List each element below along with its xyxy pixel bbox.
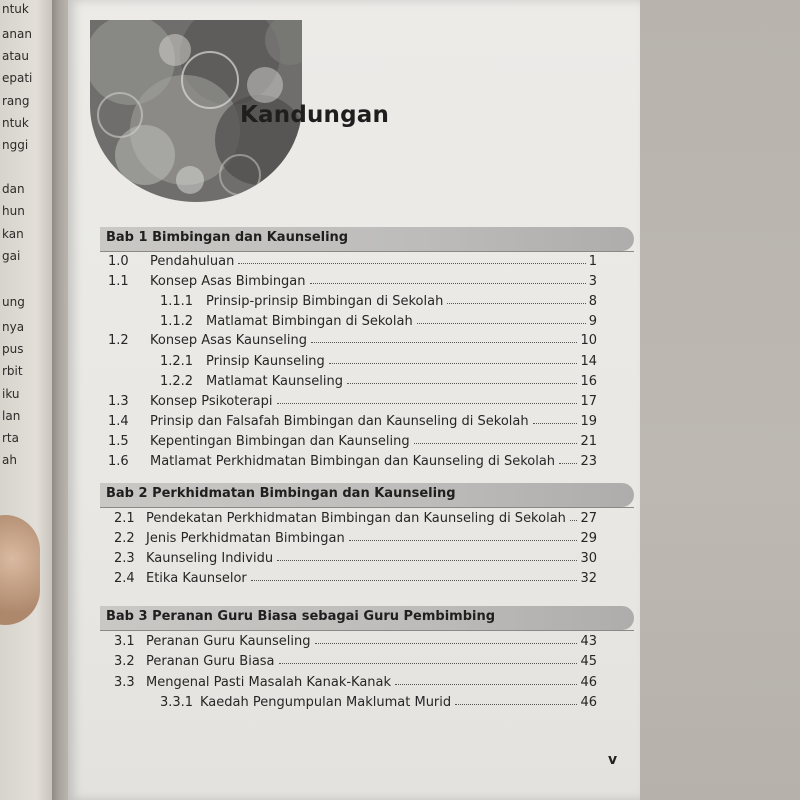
toc-entry-page: 45 <box>580 654 597 669</box>
toc-entry-title: Kaedah Pengumpulan Maklumat Murid <box>200 695 452 710</box>
toc-entry-number: 1.1 <box>108 274 129 289</box>
chapter-rule <box>100 251 634 252</box>
toc-entry[interactable] <box>68 394 640 412</box>
toc-entry-number: 1.1.2 <box>160 314 194 329</box>
toc-entry-number: 1.5 <box>108 434 129 449</box>
toc-leader-dots <box>238 263 586 264</box>
toc-entry-page: 10 <box>580 333 597 348</box>
toc-leader-dots <box>347 383 577 384</box>
toc-entry-title: Konsep Asas Kaunseling <box>150 333 307 348</box>
toc-entry-title: Etika Kaunselor <box>146 571 247 586</box>
chapter-rule <box>100 630 634 631</box>
toc-entry-number: 2.1 <box>114 511 135 526</box>
left-page-text-fragment: rang <box>2 94 30 108</box>
toc-entry-page: 9 <box>588 314 597 329</box>
toc-entry[interactable] <box>68 511 640 529</box>
toc-entry-title: Konsep Asas Bimbingan <box>150 274 306 289</box>
toc-leader-dots <box>315 643 577 644</box>
chapter-title: Bab 3 Peranan Guru Biasa sebagai Guru Pembimbing <box>106 609 496 624</box>
left-page <box>0 0 52 800</box>
toc-entry[interactable] <box>68 454 640 472</box>
toc-entry-number: 3.2 <box>114 654 135 669</box>
left-page-text-fragment: dan <box>2 182 25 196</box>
chapter-heading-bar <box>100 606 634 630</box>
toc-entry-number: 1.1.1 <box>160 294 194 309</box>
toc-entry-page: 30 <box>580 551 597 566</box>
toc-entry-title: Peranan Guru Biasa <box>146 654 275 669</box>
toc-entry-page: 32 <box>580 571 597 586</box>
toc-entry-number: 3.1 <box>114 634 135 649</box>
toc-leader-dots <box>251 580 577 581</box>
chapter-title: Bab 1 Bimbingan dan Kaunseling <box>106 230 349 245</box>
toc-entry[interactable] <box>68 374 640 392</box>
toc-leader-dots <box>414 443 577 444</box>
background-surface <box>640 0 800 800</box>
toc-entry-title: Pendahuluan <box>150 254 235 269</box>
toc-entry-page: 16 <box>580 374 597 389</box>
toc-entry[interactable] <box>68 695 640 713</box>
toc-entry[interactable] <box>68 551 640 569</box>
toc-entry-page: 8 <box>588 294 597 309</box>
toc-entry-title: Jenis Perkhidmatan Bimbingan <box>146 531 345 546</box>
toc-entry-number: 1.3 <box>108 394 129 409</box>
left-page-text-fragment: rbit <box>2 364 23 378</box>
toc-entry-page: 46 <box>580 695 597 710</box>
toc-entry-page: 17 <box>580 394 597 409</box>
toc-leader-dots <box>311 342 577 343</box>
left-page-text-fragment: ung <box>2 295 25 309</box>
toc-leader-dots <box>417 323 586 324</box>
toc-entry-title: Prinsip-prinsip Bimbingan di Sekolah <box>206 294 444 309</box>
toc-entry[interactable] <box>68 294 640 312</box>
toc-entry-page: 27 <box>580 511 597 526</box>
left-page-text-fragment: anan <box>2 27 32 41</box>
left-page-text-fragment: rta <box>2 431 19 445</box>
left-page-text-fragment: epati <box>2 71 33 85</box>
toc-leader-dots <box>559 463 577 464</box>
toc-entry[interactable] <box>68 314 640 332</box>
toc-entry-page: 14 <box>580 354 597 369</box>
toc-entry[interactable] <box>68 333 640 351</box>
left-page-text-fragment: ah <box>2 453 17 467</box>
toc-entry-number: 3.3.1 <box>160 695 194 710</box>
chapter-rule <box>100 507 634 508</box>
toc-entry-title: Matlamat Bimbingan di Sekolah <box>206 314 413 329</box>
toc-entry-page: 43 <box>580 634 597 649</box>
toc-leader-dots <box>277 403 577 404</box>
toc-entry-title: Konsep Psikoterapi <box>150 394 273 409</box>
left-page-text-fragment: hun <box>2 204 25 218</box>
toc-entry-page: 23 <box>580 454 597 469</box>
toc-leader-dots <box>455 704 577 705</box>
toc-entry-page: 1 <box>588 254 597 269</box>
toc-leader-dots <box>570 520 577 521</box>
left-page-text-fragment: ntuk <box>2 2 29 16</box>
chapter-heading-bar <box>100 227 634 251</box>
toc-entry-number: 1.2 <box>108 333 129 348</box>
toc-entry-title: Matlamat Perkhidmatan Bimbingan dan Kaunseling di Sekolah <box>150 454 556 469</box>
toc-entry-page: 3 <box>588 274 597 289</box>
toc-entry-page: 29 <box>580 531 597 546</box>
toc-entry-number: 2.4 <box>114 571 135 586</box>
left-page-text-fragment: nggi <box>2 138 29 152</box>
toc-entry-page: 21 <box>580 434 597 449</box>
toc-leader-dots <box>329 363 577 364</box>
left-page-text-fragment: pus <box>2 342 24 356</box>
toc-entry[interactable] <box>68 254 640 272</box>
toc-entry[interactable] <box>68 571 640 589</box>
contents-page <box>68 0 640 800</box>
toc-entry[interactable] <box>68 354 640 372</box>
toc-entry[interactable] <box>68 434 640 452</box>
left-page-text-fragment: ntuk <box>2 116 29 130</box>
toc-leader-dots <box>277 560 577 561</box>
toc-entry-number: 2.2 <box>114 531 135 546</box>
toc-entry[interactable] <box>68 654 640 672</box>
toc-entry-page: 46 <box>580 675 597 690</box>
left-page-text-fragment: lan <box>2 409 21 423</box>
toc-entry-title: Peranan Guru Kaunseling <box>146 634 311 649</box>
left-page-text-fragment: iku <box>2 387 20 401</box>
chapter-title: Bab 2 Perkhidmatan Bimbingan dan Kaunseling <box>106 486 456 501</box>
toc-entry-number: 1.2.1 <box>160 354 194 369</box>
toc-entry-title: Prinsip dan Falsafah Bimbingan dan Kaunseling di Sekolah <box>150 414 529 429</box>
toc-leader-dots <box>310 283 586 284</box>
toc-leader-dots <box>533 423 577 424</box>
toc-leader-dots <box>447 303 586 304</box>
toc-entry-number: 3.3 <box>114 675 135 690</box>
toc-leader-dots <box>279 663 577 664</box>
toc-entry-number: 1.6 <box>108 454 129 469</box>
toc-entry-number: 1.4 <box>108 414 129 429</box>
toc-entry-number: 1.2.2 <box>160 374 194 389</box>
chapter-heading-bar <box>100 483 634 507</box>
toc-entry[interactable] <box>68 634 640 652</box>
toc-entry-number: 2.3 <box>114 551 135 566</box>
left-page-text-fragment: atau <box>2 49 30 63</box>
toc-entry-title: Matlamat Kaunseling <box>206 374 343 389</box>
left-page-text-fragment: gai <box>2 249 21 263</box>
toc-leader-dots <box>349 540 577 541</box>
toc-entry-title: Pendekatan Perkhidmatan Bimbingan dan Kaunseling di Sekolah <box>146 511 566 526</box>
toc-entry[interactable] <box>68 414 640 432</box>
left-page-text-fragment: kan <box>2 227 24 241</box>
toc-entry[interactable] <box>68 274 640 292</box>
toc-entry-title: Kaunseling Individu <box>146 551 274 566</box>
toc-entry[interactable] <box>68 531 640 549</box>
toc-leader-dots <box>395 684 577 685</box>
left-page-text-fragment: nya <box>2 320 25 334</box>
page-number: v <box>608 752 618 768</box>
page-title: Kandungan <box>240 102 390 128</box>
toc-entry[interactable] <box>68 675 640 693</box>
toc-entry-number: 1.0 <box>108 254 129 269</box>
thumb <box>0 515 40 625</box>
toc-entry-page: 19 <box>580 414 597 429</box>
toc-entry-title: Prinsip Kaunseling <box>206 354 325 369</box>
toc-entry-title: Kepentingan Bimbingan dan Kaunseling <box>150 434 410 449</box>
toc-entry-title: Mengenal Pasti Masalah Kanak-Kanak <box>146 675 392 690</box>
